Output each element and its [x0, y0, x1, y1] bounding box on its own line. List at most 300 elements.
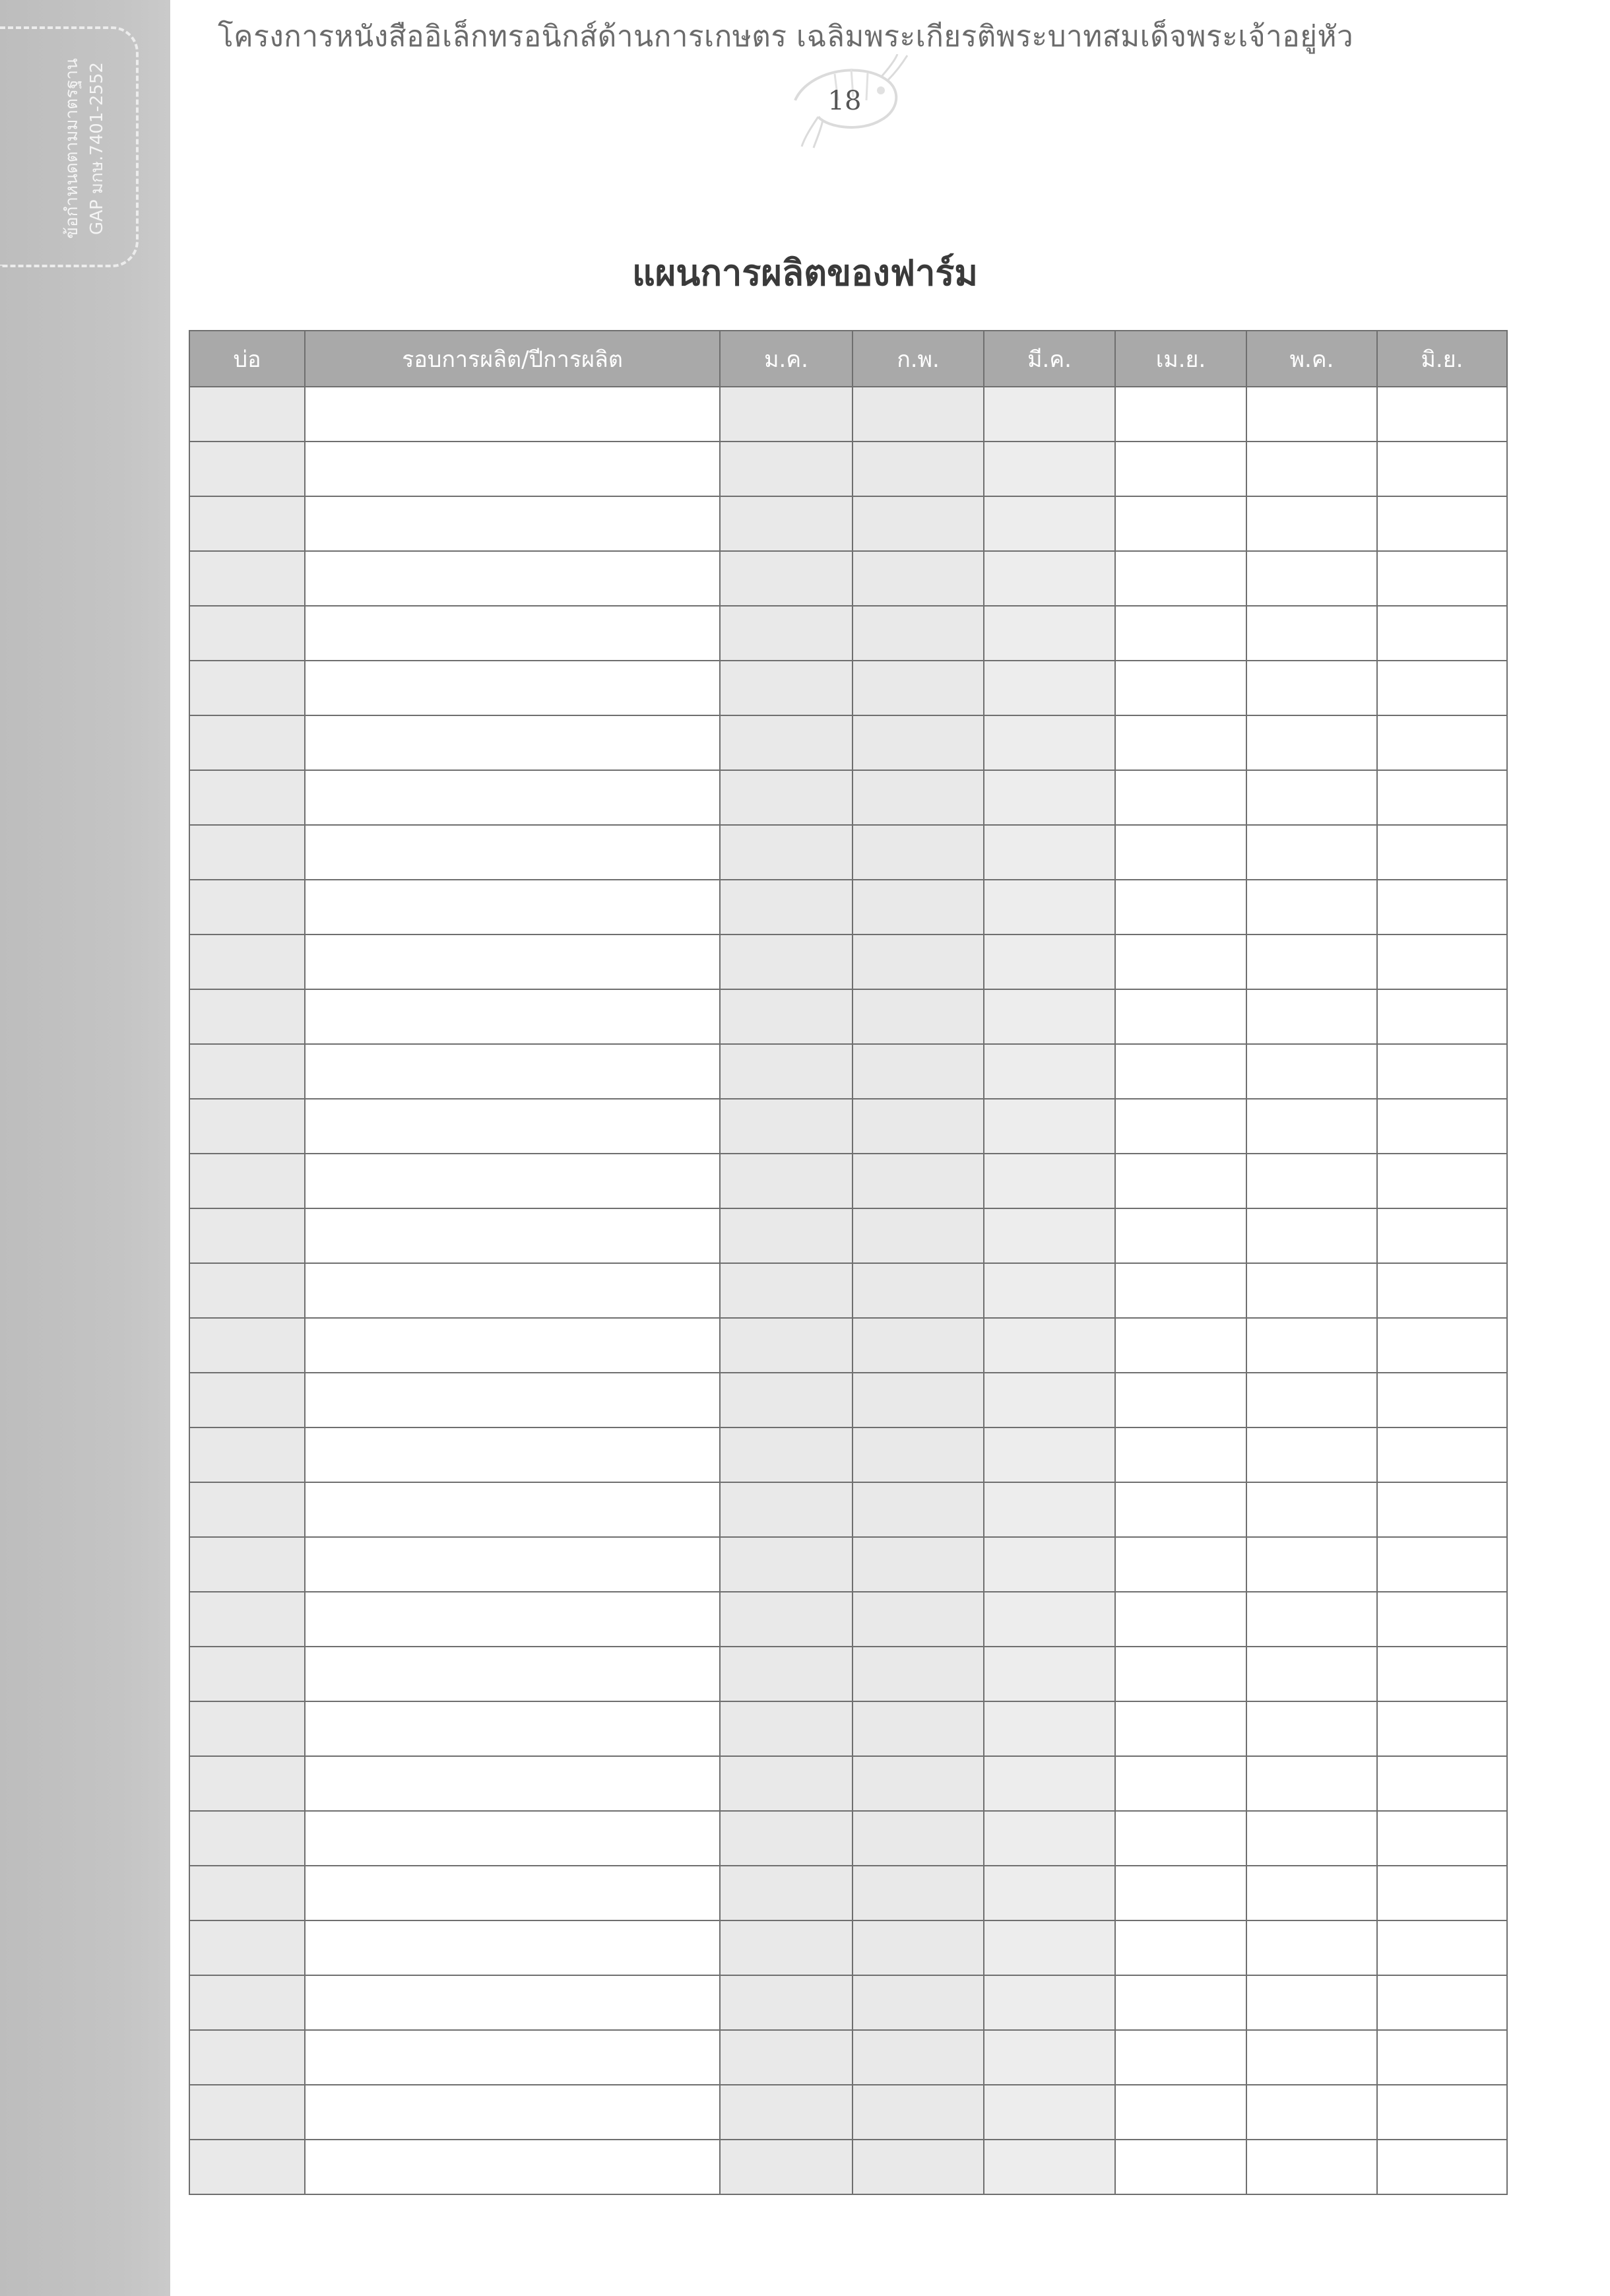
table-row — [189, 1920, 1507, 1975]
cycle-cell — [305, 1866, 720, 1920]
cycle-cell — [305, 825, 720, 880]
jan-cell — [720, 1811, 853, 1866]
cycle-cell — [305, 935, 720, 989]
jan-cell — [720, 1701, 853, 1756]
cycle-cell — [305, 2030, 720, 2085]
running-header: โครงการหนังสืออิเล็กทรอนิกส์ด้านการเกษตร เฉลิมพระเกียรติพระบาทสมเด็จพระเจ้าอยู่หัว — [218, 20, 1354, 53]
may-cell — [1246, 1537, 1377, 1592]
column-header-may: พ.ค. — [1246, 331, 1377, 387]
mar-cell — [984, 989, 1115, 1044]
feb-cell — [853, 1592, 984, 1647]
jun-cell — [1377, 825, 1507, 880]
cycle-cell — [305, 1208, 720, 1263]
jan-cell — [720, 387, 853, 442]
table-row — [189, 825, 1507, 880]
apr-cell — [1115, 551, 1246, 606]
cycle-cell — [305, 2085, 720, 2140]
apr-cell — [1115, 387, 1246, 442]
jun-cell — [1377, 715, 1507, 770]
pond-cell — [189, 770, 305, 825]
apr-cell — [1115, 715, 1246, 770]
jun-cell — [1377, 770, 1507, 825]
may-cell — [1246, 1647, 1377, 1701]
pond-cell — [189, 2140, 305, 2194]
table-header-row — [189, 331, 1507, 387]
jan-cell — [720, 1208, 853, 1263]
apr-cell — [1115, 935, 1246, 989]
table-row — [189, 1099, 1507, 1154]
apr-cell — [1115, 770, 1246, 825]
jun-cell — [1377, 1975, 1507, 2030]
mar-cell — [984, 1427, 1115, 1482]
feb-cell — [853, 1427, 984, 1482]
apr-cell — [1115, 1318, 1246, 1373]
jan-cell — [720, 715, 853, 770]
may-cell — [1246, 1811, 1377, 1866]
pond-cell — [189, 1756, 305, 1811]
mar-cell — [984, 935, 1115, 989]
jun-cell — [1377, 606, 1507, 661]
feb-cell — [853, 1263, 984, 1318]
apr-cell — [1115, 825, 1246, 880]
feb-cell — [853, 1647, 984, 1701]
table-row — [189, 1482, 1507, 1537]
cycle-cell — [305, 1920, 720, 1975]
table-row — [189, 2030, 1507, 2085]
table-row — [189, 1592, 1507, 1647]
feb-cell — [853, 387, 984, 442]
may-cell — [1246, 606, 1377, 661]
pond-cell — [189, 1482, 305, 1537]
cycle-cell — [305, 551, 720, 606]
feb-cell — [853, 1537, 984, 1592]
feb-cell — [853, 2085, 984, 2140]
mar-cell — [984, 606, 1115, 661]
jun-cell — [1377, 1647, 1507, 1701]
jan-cell — [720, 2140, 853, 2194]
feb-cell — [853, 1482, 984, 1537]
may-cell — [1246, 496, 1377, 551]
pond-cell — [189, 880, 305, 935]
jan-cell — [720, 496, 853, 551]
pond-cell — [189, 2030, 305, 2085]
pond-cell — [189, 1537, 305, 1592]
apr-cell — [1115, 1975, 1246, 2030]
jan-cell — [720, 606, 853, 661]
jan-cell — [720, 1263, 853, 1318]
table-row — [189, 1701, 1507, 1756]
mar-cell — [984, 1154, 1115, 1208]
column-header-jun: มิ.ย. — [1377, 331, 1507, 387]
apr-cell — [1115, 1756, 1246, 1811]
apr-cell — [1115, 1482, 1246, 1537]
jun-cell — [1377, 1373, 1507, 1427]
jun-cell — [1377, 1154, 1507, 1208]
cycle-cell — [305, 496, 720, 551]
table-row — [189, 387, 1507, 442]
mar-cell — [984, 880, 1115, 935]
cycle-cell — [305, 1427, 720, 1482]
apr-cell — [1115, 1044, 1246, 1099]
table-row — [189, 1044, 1507, 1099]
jun-cell — [1377, 1208, 1507, 1263]
pond-cell — [189, 825, 305, 880]
jun-cell — [1377, 1044, 1507, 1099]
jun-cell — [1377, 1701, 1507, 1756]
table-row — [189, 442, 1507, 496]
may-cell — [1246, 1975, 1377, 2030]
side-tab-label — [59, 58, 110, 238]
mar-cell — [984, 770, 1115, 825]
apr-cell — [1115, 1537, 1246, 1592]
may-cell — [1246, 880, 1377, 935]
pond-cell — [189, 1701, 305, 1756]
table-row — [189, 1208, 1507, 1263]
pond-cell — [189, 1154, 305, 1208]
apr-cell — [1115, 1427, 1246, 1482]
pond-cell — [189, 661, 305, 715]
pond-cell — [189, 496, 305, 551]
table-row — [189, 496, 1507, 551]
cycle-cell — [305, 1756, 720, 1811]
may-cell — [1246, 1701, 1377, 1756]
may-cell — [1246, 2085, 1377, 2140]
apr-cell — [1115, 1208, 1246, 1263]
cycle-cell — [305, 1099, 720, 1154]
table-row — [189, 1154, 1507, 1208]
cycle-cell — [305, 2140, 720, 2194]
mar-cell — [984, 1099, 1115, 1154]
table-row — [189, 1647, 1507, 1701]
may-cell — [1246, 1756, 1377, 1811]
mar-cell — [984, 1975, 1115, 2030]
mar-cell — [984, 715, 1115, 770]
pond-cell — [189, 442, 305, 496]
pond-cell — [189, 1811, 305, 1866]
jun-cell — [1377, 1811, 1507, 1866]
jun-cell — [1377, 1537, 1507, 1592]
may-cell — [1246, 661, 1377, 715]
pond-cell — [189, 1208, 305, 1263]
jan-cell — [720, 1044, 853, 1099]
jan-cell — [720, 2085, 853, 2140]
form-title: แผนการผลิตของฟาร์ม — [631, 252, 979, 294]
table-row — [189, 1427, 1507, 1482]
mar-cell — [984, 1756, 1115, 1811]
feb-cell — [853, 825, 984, 880]
table-row — [189, 1866, 1507, 1920]
apr-cell — [1115, 1920, 1246, 1975]
feb-cell — [853, 442, 984, 496]
feb-cell — [853, 1373, 984, 1427]
pond-cell — [189, 1318, 305, 1373]
jan-cell — [720, 1756, 853, 1811]
jun-cell — [1377, 1920, 1507, 1975]
table-row — [189, 880, 1507, 935]
column-header-mar: มี.ค. — [984, 331, 1115, 387]
pond-cell — [189, 387, 305, 442]
apr-cell — [1115, 1592, 1246, 1647]
pond-cell — [189, 715, 305, 770]
may-cell — [1246, 2030, 1377, 2085]
pond-cell — [189, 1044, 305, 1099]
pond-cell — [189, 989, 305, 1044]
apr-cell — [1115, 2030, 1246, 2085]
jun-cell — [1377, 1099, 1507, 1154]
jan-cell — [720, 1537, 853, 1592]
jun-cell — [1377, 1427, 1507, 1482]
jan-cell — [720, 1647, 853, 1701]
table-row — [189, 1263, 1507, 1318]
apr-cell — [1115, 496, 1246, 551]
mar-cell — [984, 1208, 1115, 1263]
feb-cell — [853, 1044, 984, 1099]
apr-cell — [1115, 661, 1246, 715]
jan-cell — [720, 551, 853, 606]
cycle-cell — [305, 1263, 720, 1318]
apr-cell — [1115, 989, 1246, 1044]
pond-cell — [189, 1592, 305, 1647]
apr-cell — [1115, 2085, 1246, 2140]
jan-cell — [720, 1866, 853, 1920]
pond-cell — [189, 1920, 305, 1975]
cycle-cell — [305, 1482, 720, 1537]
table-row — [189, 715, 1507, 770]
mar-cell — [984, 496, 1115, 551]
may-cell — [1246, 1592, 1377, 1647]
jan-cell — [720, 2030, 853, 2085]
apr-cell — [1115, 606, 1246, 661]
feb-cell — [853, 551, 984, 606]
cycle-cell — [305, 1044, 720, 1099]
table-row — [189, 606, 1507, 661]
pond-cell — [189, 1099, 305, 1154]
pond-cell — [189, 1373, 305, 1427]
apr-cell — [1115, 1866, 1246, 1920]
feb-cell — [853, 880, 984, 935]
column-header-jan: ม.ค. — [720, 331, 853, 387]
may-cell — [1246, 387, 1377, 442]
pond-cell — [189, 1975, 305, 2030]
apr-cell — [1115, 1701, 1246, 1756]
mar-cell — [984, 2030, 1115, 2085]
feb-cell — [853, 1099, 984, 1154]
apr-cell — [1115, 1099, 1246, 1154]
jun-cell — [1377, 387, 1507, 442]
mar-cell — [984, 2085, 1115, 2140]
feb-cell — [853, 661, 984, 715]
jun-cell — [1377, 989, 1507, 1044]
mar-cell — [984, 1592, 1115, 1647]
may-cell — [1246, 2140, 1377, 2194]
feb-cell — [853, 1975, 984, 2030]
cycle-cell — [305, 442, 720, 496]
pond-cell — [189, 1647, 305, 1701]
table-row — [189, 989, 1507, 1044]
table-row — [189, 1318, 1507, 1373]
feb-cell — [853, 989, 984, 1044]
may-cell — [1246, 1044, 1377, 1099]
may-cell — [1246, 770, 1377, 825]
jun-cell — [1377, 880, 1507, 935]
jun-cell — [1377, 1318, 1507, 1373]
feb-cell — [853, 1208, 984, 1263]
cycle-cell — [305, 880, 720, 935]
may-cell — [1246, 1866, 1377, 1920]
side-tab-line2: GAP มกษ.7401-2552 — [87, 62, 107, 235]
production-plan-table — [189, 330, 1508, 2195]
cycle-cell — [305, 606, 720, 661]
mar-cell — [984, 825, 1115, 880]
jan-cell — [720, 935, 853, 989]
side-bar — [0, 0, 170, 2296]
cycle-cell — [305, 661, 720, 715]
feb-cell — [853, 606, 984, 661]
feb-cell — [853, 2140, 984, 2194]
may-cell — [1246, 1427, 1377, 1482]
jun-cell — [1377, 1592, 1507, 1647]
feb-cell — [853, 496, 984, 551]
jan-cell — [720, 1318, 853, 1373]
feb-cell — [853, 1701, 984, 1756]
pond-cell — [189, 1866, 305, 1920]
jun-cell — [1377, 442, 1507, 496]
apr-cell — [1115, 442, 1246, 496]
feb-cell — [853, 770, 984, 825]
mar-cell — [984, 1647, 1115, 1701]
jan-cell — [720, 1592, 853, 1647]
pond-cell — [189, 1263, 305, 1318]
may-cell — [1246, 715, 1377, 770]
feb-cell — [853, 2030, 984, 2085]
cycle-cell — [305, 1701, 720, 1756]
jan-cell — [720, 989, 853, 1044]
apr-cell — [1115, 1154, 1246, 1208]
jun-cell — [1377, 2030, 1507, 2085]
pond-cell — [189, 2085, 305, 2140]
jan-cell — [720, 661, 853, 715]
mar-cell — [984, 2140, 1115, 2194]
mar-cell — [984, 1811, 1115, 1866]
side-tab-line1: ข้อกำหนดตามมาตรฐาน — [62, 58, 82, 239]
jan-cell — [720, 1482, 853, 1537]
may-cell — [1246, 1099, 1377, 1154]
may-cell — [1246, 989, 1377, 1044]
may-cell — [1246, 1318, 1377, 1373]
pond-cell — [189, 606, 305, 661]
mar-cell — [984, 551, 1115, 606]
jun-cell — [1377, 2140, 1507, 2194]
cycle-cell — [305, 770, 720, 825]
mar-cell — [984, 1263, 1115, 1318]
apr-cell — [1115, 880, 1246, 935]
mar-cell — [984, 661, 1115, 715]
cycle-cell — [305, 1811, 720, 1866]
mar-cell — [984, 1373, 1115, 1427]
jan-cell — [720, 880, 853, 935]
jun-cell — [1377, 1756, 1507, 1811]
cycle-cell — [305, 1975, 720, 2030]
may-cell — [1246, 1373, 1377, 1427]
may-cell — [1246, 1482, 1377, 1537]
table-row — [189, 1537, 1507, 1592]
table-row — [189, 1756, 1507, 1811]
table-row — [189, 2085, 1507, 2140]
jun-cell — [1377, 2085, 1507, 2140]
table-row — [189, 551, 1507, 606]
cycle-cell — [305, 989, 720, 1044]
feb-cell — [853, 1318, 984, 1373]
mar-cell — [984, 1482, 1115, 1537]
jun-cell — [1377, 935, 1507, 989]
table-row — [189, 935, 1507, 989]
cycle-cell — [305, 387, 720, 442]
cycle-cell — [305, 1154, 720, 1208]
feb-cell — [853, 1866, 984, 1920]
column-header-pond: บ่อ — [189, 331, 305, 387]
cycle-cell — [305, 1318, 720, 1373]
jan-cell — [720, 825, 853, 880]
jan-cell — [720, 1975, 853, 2030]
table-row — [189, 770, 1507, 825]
table-row — [189, 661, 1507, 715]
page-number: 18 — [827, 86, 862, 116]
jan-cell — [720, 770, 853, 825]
apr-cell — [1115, 1647, 1246, 1701]
column-header-cycle: รอบการผลิต/ปีการผลิต — [305, 331, 720, 387]
column-header-apr: เม.ย. — [1115, 331, 1246, 387]
pond-cell — [189, 1427, 305, 1482]
cycle-cell — [305, 1647, 720, 1701]
apr-cell — [1115, 1263, 1246, 1318]
feb-cell — [853, 715, 984, 770]
jun-cell — [1377, 496, 1507, 551]
jun-cell — [1377, 661, 1507, 715]
jun-cell — [1377, 1482, 1507, 1537]
apr-cell — [1115, 2140, 1246, 2194]
cycle-cell — [305, 1537, 720, 1592]
may-cell — [1246, 1208, 1377, 1263]
cycle-cell — [305, 1373, 720, 1427]
table-body — [189, 387, 1507, 2194]
pond-cell — [189, 551, 305, 606]
jan-cell — [720, 1427, 853, 1482]
table-row — [189, 2140, 1507, 2194]
pond-cell — [189, 935, 305, 989]
jan-cell — [720, 442, 853, 496]
feb-cell — [853, 1154, 984, 1208]
mar-cell — [984, 1920, 1115, 1975]
cycle-cell — [305, 1592, 720, 1647]
apr-cell — [1115, 1811, 1246, 1866]
may-cell — [1246, 442, 1377, 496]
jan-cell — [720, 1099, 853, 1154]
jan-cell — [720, 1373, 853, 1427]
table-row — [189, 1373, 1507, 1427]
table-row — [189, 1975, 1507, 2030]
jun-cell — [1377, 1263, 1507, 1318]
feb-cell — [853, 1920, 984, 1975]
jan-cell — [720, 1920, 853, 1975]
may-cell — [1246, 825, 1377, 880]
mar-cell — [984, 1537, 1115, 1592]
feb-cell — [853, 1756, 984, 1811]
mar-cell — [984, 1044, 1115, 1099]
feb-cell — [853, 1811, 984, 1866]
may-cell — [1246, 1920, 1377, 1975]
may-cell — [1246, 551, 1377, 606]
mar-cell — [984, 1701, 1115, 1756]
